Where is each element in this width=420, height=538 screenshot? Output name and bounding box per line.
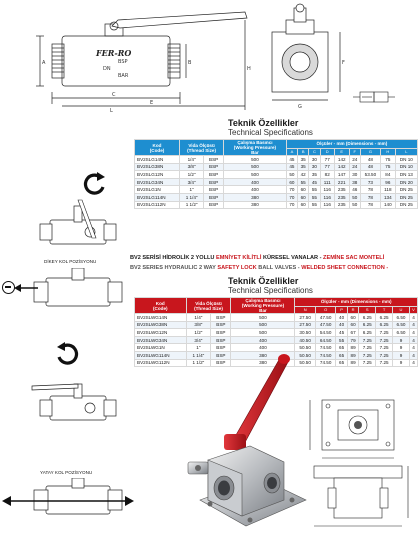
table1-cell: BSP xyxy=(204,171,224,179)
table1-cell: 55 xyxy=(298,178,309,186)
table2-cell: 74.50 xyxy=(315,351,335,359)
table1-cell: BSP xyxy=(204,201,224,209)
table2-row xyxy=(135,321,418,329)
table1-cell: BV2SLG1N xyxy=(135,186,180,194)
table2-title: Teknik Özellikler xyxy=(228,276,299,286)
table1-cell: 77 xyxy=(320,156,334,164)
table1-cell: 400 xyxy=(224,186,287,194)
table1-cell: 235 xyxy=(334,193,349,201)
table1-cell: DN 25 xyxy=(395,201,417,209)
table1-cell: 82 xyxy=(320,171,334,179)
valve-drawing-vertical xyxy=(24,268,132,316)
table1-header-code: Kod (Code) xyxy=(135,140,180,156)
table1-spec: Kod (Code) Vida Ölçüsü (Thread Size) Çalışma Basıncı (Working Pressure) Bar Ölçüler - mm (Dimensions - mm) A B C D E F G H L BV2SLG14N 1/4" BSP 500 45 35 30 77 142 24 48 75 DN 10 BV2SLG38N 3/8" BSP 500 45 35 30 77 142 24 48 75 DN 10 BV2SLG12N 1/2" BSP 500 50 42 35 82 147 30 53.50 84 DN 13 BV2SLG34N 3/4" BSP 400 60 55 45 111 221 38 73 96 DN 20 BV2SLG1N 1" BSP 400 70 60 55 116 235 46 78 118 DN 25 BV2SLG114N 1 1/4" BSP 380 70 60 55 116 235 50 78 134 DN 25 BV2SLG112N 1 1/2" BSP 380 70 60 55 116 235 50 78 140 DN 25 xyxy=(134,139,418,209)
table1-cell: 400 xyxy=(224,178,287,186)
table2-cell: 9 xyxy=(393,344,410,352)
table1-cell: 380 xyxy=(224,201,287,209)
table1-cell: 70 xyxy=(286,186,297,194)
table2-cell: 9 xyxy=(393,359,410,367)
table2-cell: 60 xyxy=(347,314,358,322)
table2-cell: 500 xyxy=(231,321,295,329)
table2-cell: 6.25 xyxy=(359,314,376,322)
table2-header-thread: Vida Ölçüsü (Thread Size) xyxy=(186,298,231,314)
table1-cell: BV2SLG12N xyxy=(135,171,180,179)
table1-cell: 118 xyxy=(380,186,395,194)
table2-cell: 47.50 xyxy=(315,321,335,329)
table1-cell: 235 xyxy=(334,201,349,209)
table2-cell: 6.50 xyxy=(393,329,410,337)
table2-cell: 7.25 xyxy=(359,344,376,352)
table2-cell: 50.50 xyxy=(295,351,315,359)
table1-cell: 1 1/2" xyxy=(180,201,204,209)
series-line-tr: BV2 SERİSİ HİDROLİK 2 YOLLU EMNİYET KİLİTLİ KÜRESEL VANALAR - ZEMİNE SAC MONTELİ xyxy=(130,255,385,261)
table1-cell: 30 xyxy=(309,163,320,171)
table2-cell: 27.50 xyxy=(295,321,315,329)
table2-cell: 54.50 xyxy=(315,329,335,337)
table1-cell: DN 10 xyxy=(395,163,417,171)
table1-cell: 84 xyxy=(380,171,395,179)
table1-cell: 70 xyxy=(286,201,297,209)
table1-cell: 116 xyxy=(320,186,334,194)
table1-cell: DN 20 xyxy=(395,178,417,186)
table1-cell: 55 xyxy=(309,201,320,209)
table1-cell: 46 xyxy=(349,186,360,194)
table1-cell: BSP xyxy=(204,156,224,164)
table2-cell: BSP xyxy=(211,351,231,359)
table1-cell: 235 xyxy=(334,186,349,194)
dim-label-f: F xyxy=(342,60,345,66)
table2-cell: 7.25 xyxy=(376,329,393,337)
table2-subtitle: Technical Specifications xyxy=(228,286,313,295)
table1-cell: 1/4" xyxy=(180,156,204,164)
table1-cell: 96 xyxy=(380,178,395,186)
table2-header-pressure: Çalışma Basıncı (Working Pressure) Bar xyxy=(231,298,295,314)
table2-cell: BV2SLWG12N xyxy=(135,329,187,337)
table1-cell: 53.50 xyxy=(360,171,380,179)
table1-row xyxy=(135,163,418,171)
table1-cell: 380 xyxy=(224,193,287,201)
table2-cell: 79 xyxy=(347,336,358,344)
table2-cell: BV2SLWG114N xyxy=(135,351,187,359)
table1-cell: 78 xyxy=(360,201,380,209)
table2-cell: 7.25 xyxy=(376,344,393,352)
table1-row xyxy=(135,171,418,179)
table1-cell: 78 xyxy=(360,193,380,201)
table1-cell: BV2SLG34N xyxy=(135,178,180,186)
table1-cell: 60 xyxy=(286,178,297,186)
table1-subtitle: Technical Specifications xyxy=(228,128,313,137)
table2-cell: 6.25 xyxy=(376,314,393,322)
table2-cell: 74.50 xyxy=(315,344,335,352)
table1-cell: BV2SLG114N xyxy=(135,193,180,201)
table2-cell: BSP xyxy=(211,321,231,329)
table2-cell: 65 xyxy=(336,344,347,352)
table2-cell: 7.25 xyxy=(376,359,393,367)
table1-cell: 60 xyxy=(298,201,309,209)
label-horizontal-position: YATAY KOL POZİSYONU xyxy=(40,470,93,475)
table1-cell: DN 25 xyxy=(395,186,417,194)
table2-cell: 65 xyxy=(336,359,347,367)
table1-cell: 50 xyxy=(349,193,360,201)
label-vertical-position: DİKEY KOL POZİSYONU xyxy=(44,259,97,264)
table1-cell: DN 10 xyxy=(395,156,417,164)
table2-cell: 6.25 xyxy=(376,321,393,329)
table2-cell: 74.50 xyxy=(315,359,335,367)
table1-cell: 45 xyxy=(309,178,320,186)
dim-label-h: H xyxy=(247,66,251,72)
table1-title: Teknik Özellikler xyxy=(228,118,299,128)
table2-cell: 7.25 xyxy=(359,359,376,367)
table1-cell: 35 xyxy=(309,171,320,179)
table2-cell: 27.50 xyxy=(295,314,315,322)
double-arrow-icon xyxy=(2,496,134,506)
table1-cell: 142 xyxy=(334,163,349,171)
table1-cell: 55 xyxy=(309,186,320,194)
table2-cell: 4 xyxy=(409,359,417,367)
table2-cell: 380 xyxy=(231,359,295,367)
table2-cell: 50.50 xyxy=(295,359,315,367)
table1-cell: 60 xyxy=(298,193,309,201)
table1-cell: 73 xyxy=(360,178,380,186)
table2-cell: 89 xyxy=(347,344,358,352)
table1-cell: 77 xyxy=(320,163,334,171)
valve-symbol xyxy=(353,92,395,102)
table2-cell: 380 xyxy=(231,351,295,359)
table2-cell: 4 xyxy=(409,314,417,322)
table1-cell: 35 xyxy=(298,163,309,171)
svg-text:DN: DN xyxy=(103,66,111,72)
table2-cell: BV2SLWG14N xyxy=(135,314,187,322)
svg-text:BAR: BAR xyxy=(118,73,129,79)
table1-cell: 500 xyxy=(224,156,287,164)
table2-cell: 400 xyxy=(231,344,295,352)
table2-row xyxy=(135,329,418,337)
table1-cell: 3/8" xyxy=(180,163,204,171)
table2-cell: 9 xyxy=(393,351,410,359)
table2-cell: BSP xyxy=(211,329,231,337)
table1-cell: 42 xyxy=(298,171,309,179)
table1-row xyxy=(135,201,418,209)
table1-cell: 55 xyxy=(309,193,320,201)
table2-cell: 1 1/2" xyxy=(186,359,211,367)
table1-cell: 116 xyxy=(320,193,334,201)
dim-label-e: E xyxy=(150,100,154,106)
table1-header-pressure: Çalışma Basıncı (Working Pressure) Bar xyxy=(224,140,287,156)
svg-text:BSP: BSP xyxy=(118,59,128,65)
table1-cell: 48 xyxy=(360,156,380,164)
table2-cell: 47.50 xyxy=(315,314,335,322)
plate-technical-drawing xyxy=(300,392,418,534)
table2-cell: 3/4" xyxy=(186,336,211,344)
table2-cell: 64.50 xyxy=(315,336,335,344)
dim-label-l: L xyxy=(110,108,113,114)
table1-cell: 221 xyxy=(334,178,349,186)
table1-cell: 142 xyxy=(334,156,349,164)
table2-cell: 500 xyxy=(231,329,295,337)
table2-cell: 6.50 xyxy=(393,321,410,329)
table2-cell: BSP xyxy=(211,359,231,367)
table2-cell: 4 xyxy=(409,321,417,329)
table2-cell: BSP xyxy=(211,314,231,322)
table1-row xyxy=(135,178,418,186)
table1-cell: 78 xyxy=(360,186,380,194)
valve-drawing-open xyxy=(30,370,130,430)
table2-cell: 4 xyxy=(409,336,417,344)
table1-cell: BV2SLG38N xyxy=(135,163,180,171)
table2-cell: 55 xyxy=(336,336,347,344)
dim-label-a: A xyxy=(42,60,46,66)
table2-cell: 6.25 xyxy=(359,321,376,329)
table2-cell: BSP xyxy=(211,344,231,352)
table1-cell: BSP xyxy=(204,163,224,171)
table2-cell: 1 1/4" xyxy=(186,351,211,359)
table1-cell: 116 xyxy=(320,201,334,209)
table1-cell: 147 xyxy=(334,171,349,179)
table1-cell: 30 xyxy=(309,156,320,164)
table1-header-thread: Vida Ölçüsü (Thread Size) xyxy=(180,140,224,156)
table2-cell: 400 xyxy=(231,336,295,344)
table1-cell: DN 25 xyxy=(395,193,417,201)
table1-cell: 24 xyxy=(349,156,360,164)
table2-cell: 9 xyxy=(393,336,410,344)
table1-cell: 48 xyxy=(360,163,380,171)
table2-cell: BV2SLWG34N xyxy=(135,336,187,344)
table1-cell: 30 xyxy=(349,171,360,179)
table2-cell: 40.50 xyxy=(295,336,315,344)
table1-cell: 35 xyxy=(298,156,309,164)
arrow-left-icon xyxy=(14,284,38,292)
table2-cell: 7.25 xyxy=(376,351,393,359)
table2-cell: 89 xyxy=(347,359,358,367)
table2-cell: 1" xyxy=(186,344,211,352)
dim-label-b: B xyxy=(188,60,192,66)
table2-cell: 3/8" xyxy=(186,321,211,329)
table2-cell: 7.25 xyxy=(359,336,376,344)
table1-cell: 1" xyxy=(180,186,204,194)
table1-cell: BSP xyxy=(204,193,224,201)
table2-cell: 60 xyxy=(347,321,358,329)
table2-cell: 89 xyxy=(347,351,358,359)
table2-cell: BV2SLWG112N xyxy=(135,359,187,367)
table2-cell: BV2SLWG38N xyxy=(135,321,187,329)
product-image-valve xyxy=(180,350,310,538)
table2-cell: 500 xyxy=(231,314,295,322)
brand-logo: FER-RO xyxy=(96,48,132,58)
table2-cell: 4 xyxy=(409,351,417,359)
table2-cell: BV2SLWG1N xyxy=(135,344,187,352)
table2-cell: 40 xyxy=(336,314,347,322)
table1-cell: 1 1/4" xyxy=(180,193,204,201)
dim-label-g: G xyxy=(298,104,302,110)
table2-row xyxy=(135,314,418,322)
valve-drawing-top xyxy=(30,198,130,260)
table2-cell: 1/2" xyxy=(186,329,211,337)
table1-cell: BV2SLG14N xyxy=(135,156,180,164)
table1-cell: 50 xyxy=(349,201,360,209)
table1-cell: BSP xyxy=(204,178,224,186)
table1-cell: BSP xyxy=(204,186,224,194)
table1-row xyxy=(135,156,418,164)
series-line-en: BV2 SERIES HYDRAULIC 2 WAY SAFETY LOCK BALL VALVES - WELDED SHEET CONNECTION - xyxy=(130,265,389,271)
table1-cell: 45 xyxy=(286,163,297,171)
table1-cell: 134 xyxy=(380,193,395,201)
table2-spec: Kod (Code) Vida Ölçüsü (Thread Size) Çalışma Basıncı (Working Pressure) Bar Ölçüler - mm (Dimensions - mm) N O P R S T U V BV2SLWG14N 1/4" BSP 500 27.50 47.50 40 60 6.25 6.25 6.50 4 BV2SLWG38N 3/8" BSP 500 27.50 47.50 40 60 6.25 6.25 6.50 4 BV2SLWG12N 1/2" BSP 500 30.50 54.50 45 67 6.25 7.25 6.50 4 BV2SLWG34N 3/4" BSP 400 40.50 64.50 55 79 7.25 7.25 9 4 BV2SLWG1N 1" BSP 400 50.50 74.50 65 89 7.25 7.25 9 4 BV2SLWG114N 1 1/4" BSP 380 50.50 74.50 65 89 7.25 7.25 9 4 BV2SLWG112N 1 1/2" BSP 380 50.50 74.50 65 89 7.25 7.25 9 4 xyxy=(134,297,418,367)
table1-cell: 24 xyxy=(349,163,360,171)
table2-cell: 7.25 xyxy=(376,336,393,344)
table1-cell: 3/4" xyxy=(180,178,204,186)
table2-cell: 30.50 xyxy=(295,329,315,337)
table1-cell: 38 xyxy=(349,178,360,186)
table1-header-dims: Ölçüler - mm (Dimensions - mm) xyxy=(286,140,417,149)
table1-cell: 500 xyxy=(224,163,287,171)
table2-row xyxy=(135,336,418,344)
table1-cell: 75 xyxy=(380,163,395,171)
table1-cell: DN 13 xyxy=(395,171,417,179)
rotate-arrow-icon-2 xyxy=(54,340,82,368)
table1-cell: 45 xyxy=(286,156,297,164)
table1-row xyxy=(135,193,418,201)
table1-cell: 140 xyxy=(380,201,395,209)
table2-cell: BSP xyxy=(211,336,231,344)
table1-cell: 60 xyxy=(298,186,309,194)
table2-cell: 1/4" xyxy=(186,314,211,322)
table1-cell: 75 xyxy=(380,156,395,164)
dim-label-c: C xyxy=(112,92,116,98)
table2-cell: 45 xyxy=(336,329,347,337)
table2-header-code: Kod (Code) xyxy=(135,298,187,314)
table2-cell: 4 xyxy=(409,344,417,352)
table1-cell: 500 xyxy=(224,171,287,179)
table2-cell: 40 xyxy=(336,321,347,329)
table1-cell: 50 xyxy=(286,171,297,179)
table2-header-dims: Ölçüler - mm (Dimensions - mm) xyxy=(295,298,418,307)
table2-cell: 67 xyxy=(347,329,358,337)
table1-cell: BV2SLG112N xyxy=(135,201,180,209)
table1-row xyxy=(135,186,418,194)
table2-cell: 7.25 xyxy=(359,351,376,359)
table1-cell: 111 xyxy=(320,178,334,186)
table2-cell: 4 xyxy=(409,329,417,337)
table2-cell: 65 xyxy=(336,351,347,359)
table2-cell: 6.25 xyxy=(359,329,376,337)
table2-cell: 50.50 xyxy=(295,344,315,352)
table1-cell: 70 xyxy=(286,193,297,201)
top-technical-drawing xyxy=(0,0,420,118)
table1-cell: 1/2" xyxy=(180,171,204,179)
table2-cell: 6.50 xyxy=(393,314,410,322)
rotate-arrow-icon-1 xyxy=(80,170,108,198)
